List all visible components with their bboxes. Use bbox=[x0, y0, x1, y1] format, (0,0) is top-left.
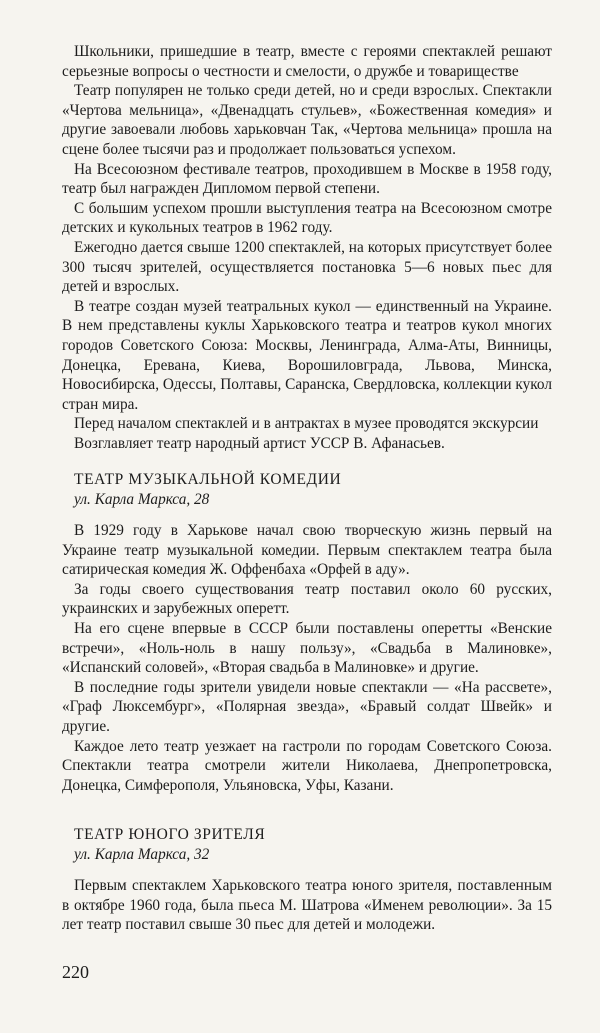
paragraph: Школьники, пришедшие в театр, вместе с героями спектаклей решают серьезные вопросы о честности и смелости, о дружбе и товариществе bbox=[62, 43, 552, 80]
paragraph: В последние годы зрители увидели новые спектакли — «На рассвете», «Граф Люксембург», «Полярная звезда», «Бравый солдат Швейк» и другие. bbox=[62, 678, 552, 735]
paragraph: Возглавляет театр народный артист УССР В. Афанасьев. bbox=[74, 434, 445, 452]
musical-text bbox=[62, 521, 552, 795]
paragraph: В театре создан музей театральных кукол — единственный на Украине. В нем представлены куклы Харьковского театра и театров кукол многих городов Советского Союза: Москвы, Ленинграда, Алма-Аты, Винницы, Донецка, Еревана, Киева, Ворошиловграда, Львова, Минска, Новосибирска, Одессы, Полтавы, Саранска, Свердловска, коллекции кукол стран мира. bbox=[62, 297, 552, 413]
paragraph: На Всесоюзном фестивале театров, проходившем в Москве в 1958 году, театр был награжден Дипломом первой степени. bbox=[62, 160, 552, 198]
section-title-youth: ТЕАТР ЮНОГО ЗРИТЕЛЯ bbox=[74, 826, 266, 843]
page-number: 220 bbox=[62, 962, 89, 982]
section-title-musical: ТЕАТР МУЗЫКАЛЬНОЙ КОМЕДИИ bbox=[74, 471, 342, 488]
paragraph: Каждое лето театр уезжает на гастроли по городам Советского Союза. Спектакли театра смотрели жители Николаева, Днепропетровска, Донецка, Симферополя, Ульяновска, Уфы, Казани. bbox=[62, 737, 552, 794]
intro-text bbox=[62, 42, 552, 453]
paragraph: Театр популярен не только среди детей, но и среди взрослых. Спектакли «Чертова мельница», «Двенадцать стульев», «Божественная комедия» и другие завоевали любовь харьковчан Так, «Чертова мельница» прошла на сцене более тысячи раз и продолжает пользоваться успехом. bbox=[62, 82, 552, 158]
paragraph: С большим успехом прошли выступления театра на Всесоюзном смотре детских и кукольных театров в 1962 году. bbox=[62, 199, 552, 237]
paragraph: Перед началом спектаклей и в антрактах в музее проводятся экскурсии bbox=[74, 415, 539, 433]
section-address-musical: ул. Карла Маркса, 28 bbox=[74, 491, 210, 508]
paragraph: Первым спектаклем Харьковского театра юного зрителя, поставленным в октябре 1960 года, была пьеса М. Шатрова «Именем революции». За 15 лет театр поставил свыше 30 пьес для детей и молодежи. bbox=[62, 877, 552, 934]
paragraph: На его сцене впервые в СССР были поставлены оперетты «Венские встречи», «Ноль-ноль в нашу пользу», «Свадьба в Малиновке», «Испанский соловей», «Вторая свадьба в Малиновке» и другие. bbox=[62, 619, 552, 677]
paragraph: В 1929 году в Харькове начал свою творческую жизнь первый на Украине театр музыкальной комедии. Первым спектаклем театра была сатирическая комедия Ж. Оффенбаха «Орфей в аду». bbox=[62, 522, 552, 579]
section-address-youth: ул. Карла Маркса, 32 bbox=[74, 846, 210, 863]
paragraph: За годы своего существования театр поставил около 60 русских, украинских и зарубежных оперетт. bbox=[62, 580, 552, 618]
youth-text bbox=[62, 876, 552, 935]
paragraph: Ежегодно дается свыше 1200 спектаклей, на которых присутствует более 300 тысяч зрителей, осуществляется постановка 5—6 новых пьес для детей и взрослых. bbox=[62, 238, 552, 296]
